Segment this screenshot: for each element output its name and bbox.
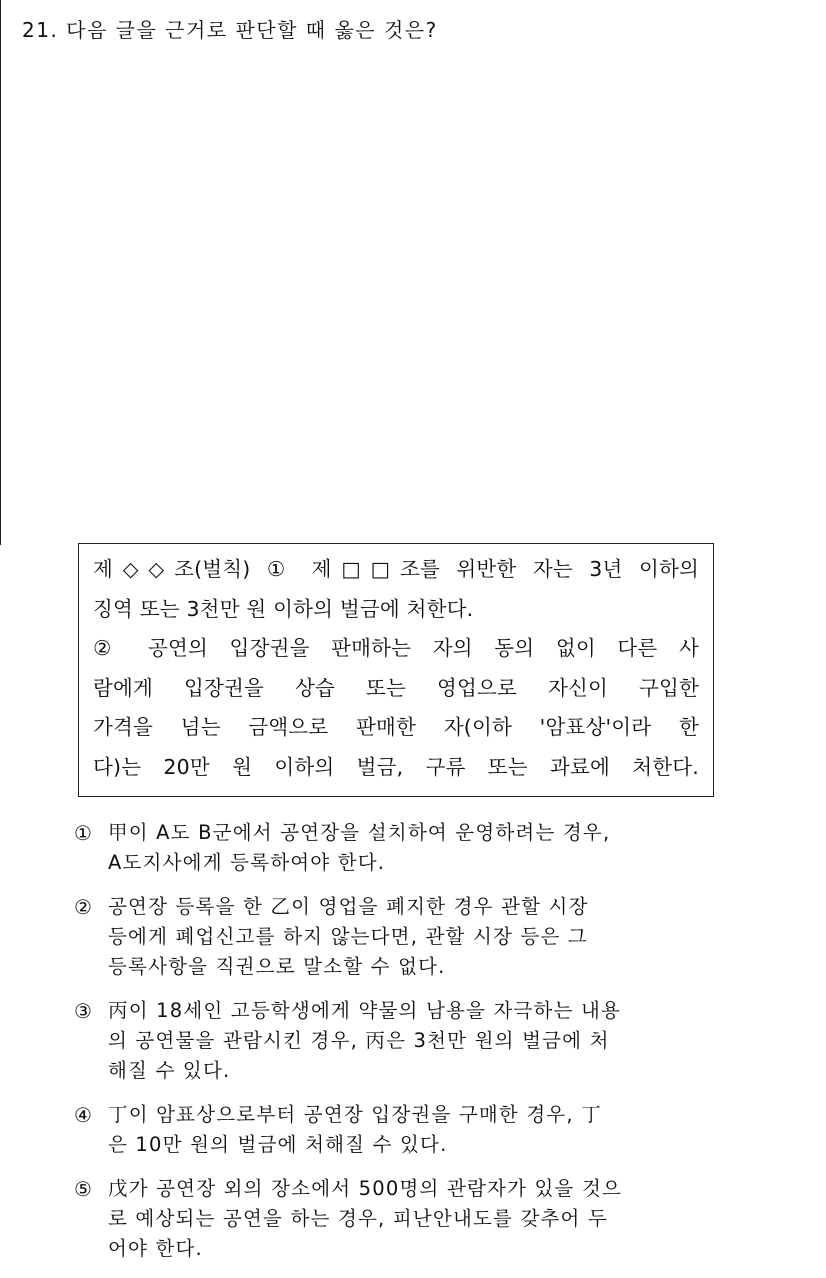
option-text-line: 등록사항을 직권으로 말소할 수 없다. [108, 955, 446, 978]
answer-option-3[interactable] [74, 996, 774, 1086]
law-line: 람에게 입장권을 상습 또는 영업으로 자신이 구입한 [93, 675, 699, 700]
option-text-line: 로 예상되는 공연을 하는 경우, 피난안내도를 갖추어 두 [108, 1207, 609, 1230]
option-text-line: 해질 수 있다. [108, 1059, 231, 1082]
option-number: ③ [74, 999, 92, 1023]
law-line: 제◇◇조(벌칙) ① 제□□조를 위반한 자는 3년 이하의 [93, 557, 699, 581]
law-line: 가격을 넘는 금액으로 판매한 자(이하 '암표상'이라 한 [93, 715, 699, 740]
answer-options [74, 818, 774, 1278]
option-text-line: A도지사에게 등록하여야 한다. [108, 851, 386, 874]
option-text-line: 의 공연물을 관람시킨 경우, 丙은 3천만 원의 벌금에 처 [108, 1029, 610, 1052]
option-number: ④ [74, 1103, 92, 1127]
option-text-line: 등에게 폐업신고를 하지 않는다면, 관할 시장 등은 그 [108, 925, 588, 948]
answer-option-5[interactable] [74, 1174, 774, 1264]
left-margin-rule [0, 0, 1, 545]
option-number: ② [74, 895, 92, 919]
law-line: 다)는 20만 원 이하의 벌금, 구류 또는 과료에 처한다. [93, 754, 699, 779]
law-line: 징역 또는 3천만 원 이하의 벌금에 처한다. [93, 596, 474, 621]
option-text-line: 공연장 등록을 한 乙이 영업을 폐지한 경우 관할 시장 [108, 895, 589, 918]
option-number: ① [74, 821, 92, 845]
option-text-line: 丁이 암표상으로부터 공연장 입장권을 구매한 경우, 丁 [108, 1103, 602, 1126]
answer-option-2[interactable] [74, 892, 774, 982]
option-text-line: 은 10만 원의 벌금에 처해질 수 있다. [108, 1133, 448, 1156]
question-title: 21. 다음 글을 근거로 판단할 때 옳은 것은? [22, 18, 438, 42]
answer-option-4[interactable] [74, 1100, 774, 1160]
option-number: ⑤ [74, 1177, 92, 1201]
option-text-line: 丙이 18세인 고등학생에게 약물의 남용을 자극하는 내용 [108, 999, 622, 1022]
option-text-line: 어야 한다. [108, 1237, 203, 1260]
answer-option-1[interactable] [74, 818, 774, 878]
option-text-line: 甲이 A도 B군에서 공연장을 설치하여 운영하려는 경우, [108, 821, 611, 844]
law-excerpt-box [78, 543, 714, 797]
option-text-line: 戊가 공연장 외의 장소에서 500명의 관람자가 있을 것으 [108, 1177, 623, 1200]
law-line: ② 공연의 입장권을 판매하는 자의 동의 없이 다른 사 [93, 636, 699, 661]
